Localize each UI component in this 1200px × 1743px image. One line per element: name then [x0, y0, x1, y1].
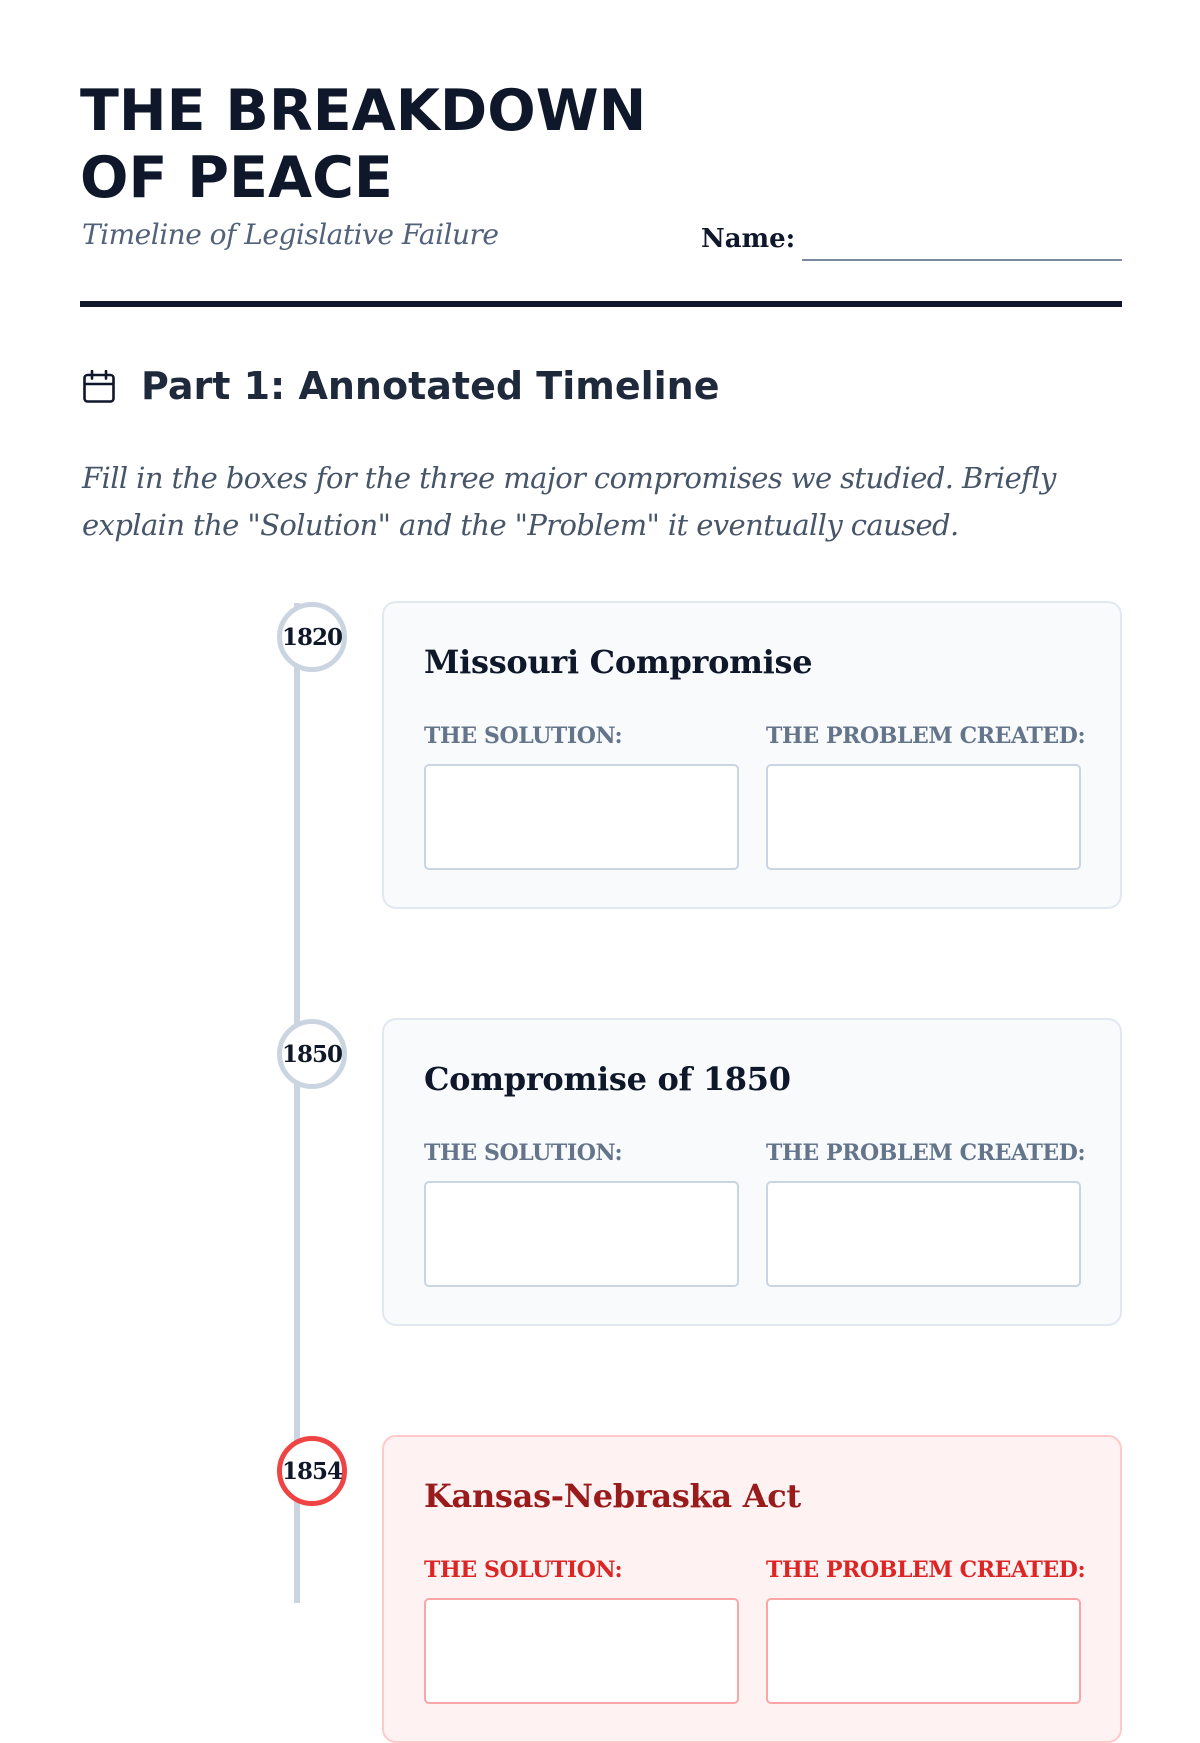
event-card-compromise-of-1850 — [382, 1018, 1122, 1326]
title-line-2: OF PEACE — [80, 145, 393, 211]
solution-answer-box[interactable] — [424, 1598, 739, 1704]
instructions-text: Fill in the boxes for the three major compromises we studied. Briefly explain the "Solution" and the "Problem" it eventually caused. — [82, 461, 1056, 542]
title-line-1: THE BREAKDOWN — [80, 78, 647, 144]
name-field[interactable] — [802, 259, 1122, 261]
problem-answer-box[interactable] — [766, 1181, 1081, 1287]
worksheet-page — [80, 0, 1120, 1600]
solution-label: THE SOLUTION: — [424, 723, 623, 749]
event-title: Compromise of 1850 — [424, 1060, 791, 1098]
section-header — [80, 362, 1120, 412]
calendar-icon — [82, 370, 116, 404]
event-title: Kansas-Nebraska Act — [424, 1477, 801, 1515]
problem-label: THE PROBLEM CREATED: — [766, 723, 1086, 749]
page-title — [80, 78, 720, 212]
header-divider — [80, 301, 1122, 307]
event-title: Missouri Compromise — [424, 643, 813, 681]
year-marker-1850: 1850 — [277, 1019, 347, 1089]
problem-label: THE PROBLEM CREATED: — [766, 1557, 1086, 1583]
solution-label: THE SOLUTION: — [424, 1140, 623, 1166]
name-label: Name: — [701, 224, 796, 254]
solution-answer-box[interactable] — [424, 1181, 739, 1287]
solution-label: THE SOLUTION: — [424, 1557, 623, 1583]
problem-label: THE PROBLEM CREATED: — [766, 1140, 1086, 1166]
page-subtitle: Timeline of Legislative Failure — [82, 218, 499, 251]
year-marker-1820: 1820 — [277, 602, 347, 672]
problem-answer-box[interactable] — [766, 1598, 1081, 1704]
event-card-missouri-compromise — [382, 601, 1122, 909]
solution-answer-box[interactable] — [424, 764, 739, 870]
event-card-kansas-nebraska-act — [382, 1435, 1122, 1743]
worksheet-header — [80, 78, 1120, 308]
problem-answer-box[interactable] — [766, 764, 1081, 870]
year-marker-1854: 1854 — [277, 1436, 347, 1506]
section-title: Part 1: Annotated Timeline — [141, 364, 720, 408]
